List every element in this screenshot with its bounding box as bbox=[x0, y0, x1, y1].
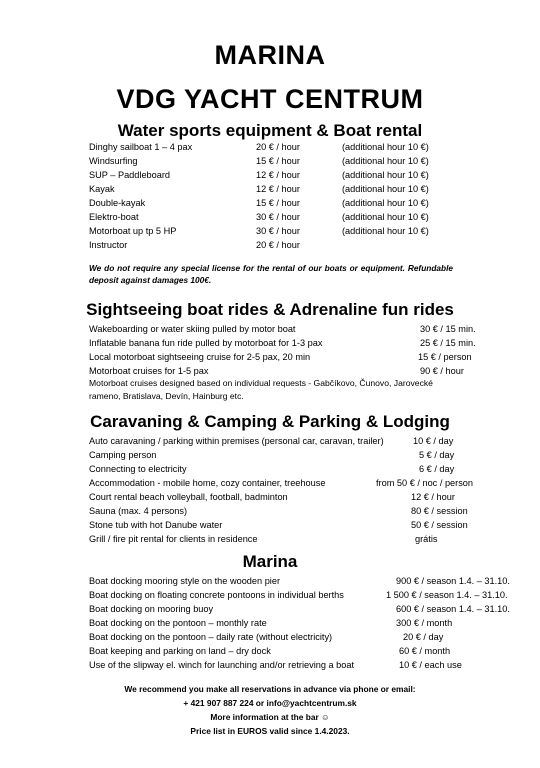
item-price: 20 € / day bbox=[403, 632, 444, 642]
price-row bbox=[89, 518, 509, 532]
item-name: Boat docking on the pontoon – monthly rate bbox=[89, 618, 267, 628]
item-price: 25 € / 15 min. bbox=[420, 338, 476, 348]
contact-line: + 421 907 887 224 or info@yachtcentrum.sk bbox=[183, 698, 357, 708]
price-row bbox=[89, 630, 509, 644]
item-price: 5 € / day bbox=[419, 450, 455, 460]
item-name: Sauna (max. 4 persons) bbox=[89, 506, 188, 516]
price-row bbox=[89, 210, 509, 224]
section-heading-rental: Water sports equipment & Boat rental bbox=[117, 121, 423, 140]
reservation-note: We recommend you make all reservations in advance via phone or email: bbox=[124, 684, 416, 694]
item-price: 15 € / hour bbox=[256, 156, 300, 166]
price-row bbox=[89, 588, 509, 602]
item-name: Court rental beach volleyball, football, badminton bbox=[89, 492, 288, 502]
item-price: 12 € / hour bbox=[411, 492, 455, 502]
item-name: Wakeboarding or water skiing pulled by motor boat bbox=[89, 324, 296, 334]
price-row bbox=[89, 168, 509, 182]
item-price: 300 € / month bbox=[396, 618, 453, 628]
item-name: Windsurfing bbox=[89, 156, 138, 166]
item-name: Double-kayak bbox=[89, 198, 146, 208]
rental-note: We do not require any special license for the rental of our boats or equipment. Refundable deposit against damages 100€. bbox=[89, 263, 453, 285]
item-extra: (additional hour 10 €) bbox=[342, 142, 429, 152]
item-price: 10 € / each use bbox=[399, 660, 462, 670]
item-name: Motorboat up tp 5 HP bbox=[89, 226, 177, 236]
item-name: Grill / fire pit rental for clients in residence bbox=[89, 534, 258, 544]
item-name: Camping person bbox=[89, 450, 157, 460]
item-name: Boat docking on floating concrete pontoons in individual berths bbox=[89, 590, 344, 600]
price-row bbox=[89, 196, 509, 210]
item-name: Boat docking on mooring buoy bbox=[89, 604, 214, 614]
item-name: Auto caravaning / parking within premises (personal car, caravan, trailer) bbox=[89, 436, 384, 446]
item-price: 600 € / season 1.4. – 31.10. bbox=[396, 604, 510, 614]
item-name: Boat docking mooring style on the wooden pier bbox=[89, 576, 281, 586]
item-extra: (additional hour 10 €) bbox=[342, 212, 429, 222]
item-name: Motorboat cruises for 1-5 pax bbox=[89, 366, 209, 376]
page-subtitle: VDG YACHT CENTRUM bbox=[116, 84, 424, 114]
item-price: 20 € / hour bbox=[256, 240, 300, 250]
item-extra: (additional hour 10 €) bbox=[342, 226, 429, 236]
price-row bbox=[89, 238, 509, 252]
item-price: 6 € / day bbox=[419, 464, 455, 474]
price-row bbox=[89, 364, 509, 378]
price-row bbox=[89, 448, 509, 462]
item-price: 20 € / hour bbox=[256, 142, 300, 152]
section-heading-rides: Sightseeing boat rides & Adrenaline fun rides bbox=[86, 300, 454, 319]
item-price: 30 € / hour bbox=[256, 212, 300, 222]
item-name: Boat keeping and parking on land – dry dock bbox=[89, 646, 271, 656]
section-heading-marina: Marina bbox=[242, 552, 298, 571]
item-price: 15 € / hour bbox=[256, 198, 300, 208]
price-row bbox=[89, 336, 509, 350]
price-row bbox=[89, 504, 509, 518]
item-name: Accommodation - mobile home, cozy container, treehouse bbox=[89, 478, 326, 488]
item-price: from 50 € / noc / person bbox=[376, 478, 474, 488]
item-price: 12 € / hour bbox=[256, 184, 300, 194]
price-row bbox=[89, 434, 509, 448]
item-name: Boat docking on the pontoon – daily rate (without electricity) bbox=[89, 632, 333, 642]
rides-note: Motorboat cruises designed based on individual requests - Gabčíkovo, Čunovo, Jarovecké rameno, Bratislava, Devín, Hainburg etc. bbox=[89, 378, 433, 401]
item-price: 900 € / season 1.4. – 31.10. bbox=[396, 576, 510, 586]
item-name: Use of the slipway el. winch for launching and/or retrieving a boat bbox=[89, 660, 355, 670]
item-price: 30 € / hour bbox=[256, 226, 300, 236]
price-row bbox=[89, 224, 509, 238]
section-heading-camping: Caravaning & Camping & Parking & Lodging bbox=[90, 412, 450, 431]
item-price: 90 € / hour bbox=[420, 366, 464, 376]
price-row bbox=[89, 140, 509, 154]
item-extra: (additional hour 10 €) bbox=[342, 198, 429, 208]
item-price: 12 € / hour bbox=[256, 170, 300, 180]
item-name: Local motorboat sightseeing cruise for 2-5 pax, 20 min bbox=[89, 352, 311, 362]
item-name: Instructor bbox=[89, 240, 128, 250]
item-name: Elektro-boat bbox=[89, 212, 139, 222]
bar-info: More information at the bar ☺ bbox=[210, 712, 330, 722]
price-row bbox=[89, 616, 509, 630]
page-title: MARINA bbox=[214, 40, 326, 70]
price-row bbox=[89, 602, 509, 616]
item-name: SUP – Paddleboard bbox=[89, 170, 171, 180]
item-extra: (additional hour 10 €) bbox=[342, 184, 429, 194]
item-price: 60 € / month bbox=[399, 646, 451, 656]
price-row bbox=[89, 182, 509, 196]
item-name: Dinghy sailboat 1 – 4 pax bbox=[89, 142, 193, 152]
item-price: 15 € / person bbox=[418, 352, 472, 362]
item-price: 80 € / session bbox=[411, 506, 468, 516]
item-price: grátis bbox=[415, 534, 438, 544]
price-row bbox=[89, 490, 509, 504]
price-row bbox=[89, 154, 509, 168]
item-price: 30 € / 15 min. bbox=[420, 324, 476, 334]
item-price: 1 500 € / season 1.4. – 31.10. bbox=[386, 590, 508, 600]
price-row bbox=[89, 532, 509, 546]
validity-note: Price list in EUROS valid since 1.4.2023. bbox=[190, 726, 350, 736]
item-name: Stone tub with hot Danube water bbox=[89, 520, 223, 530]
price-row bbox=[89, 322, 509, 336]
item-name: Connecting to electricity bbox=[89, 464, 187, 474]
item-name: Inflatable banana fun ride pulled by motorboat for 1-3 pax bbox=[89, 338, 323, 348]
item-extra: (additional hour 10 €) bbox=[342, 156, 429, 166]
price-row bbox=[89, 462, 509, 476]
item-price: 50 € / session bbox=[411, 520, 468, 530]
price-row bbox=[89, 574, 509, 588]
price-row bbox=[89, 350, 509, 364]
item-price: 10 € / day bbox=[413, 436, 454, 446]
price-row bbox=[89, 476, 509, 490]
price-row bbox=[89, 644, 509, 658]
item-extra: (additional hour 10 €) bbox=[342, 170, 429, 180]
price-row bbox=[89, 658, 509, 672]
item-name: Kayak bbox=[89, 184, 115, 194]
